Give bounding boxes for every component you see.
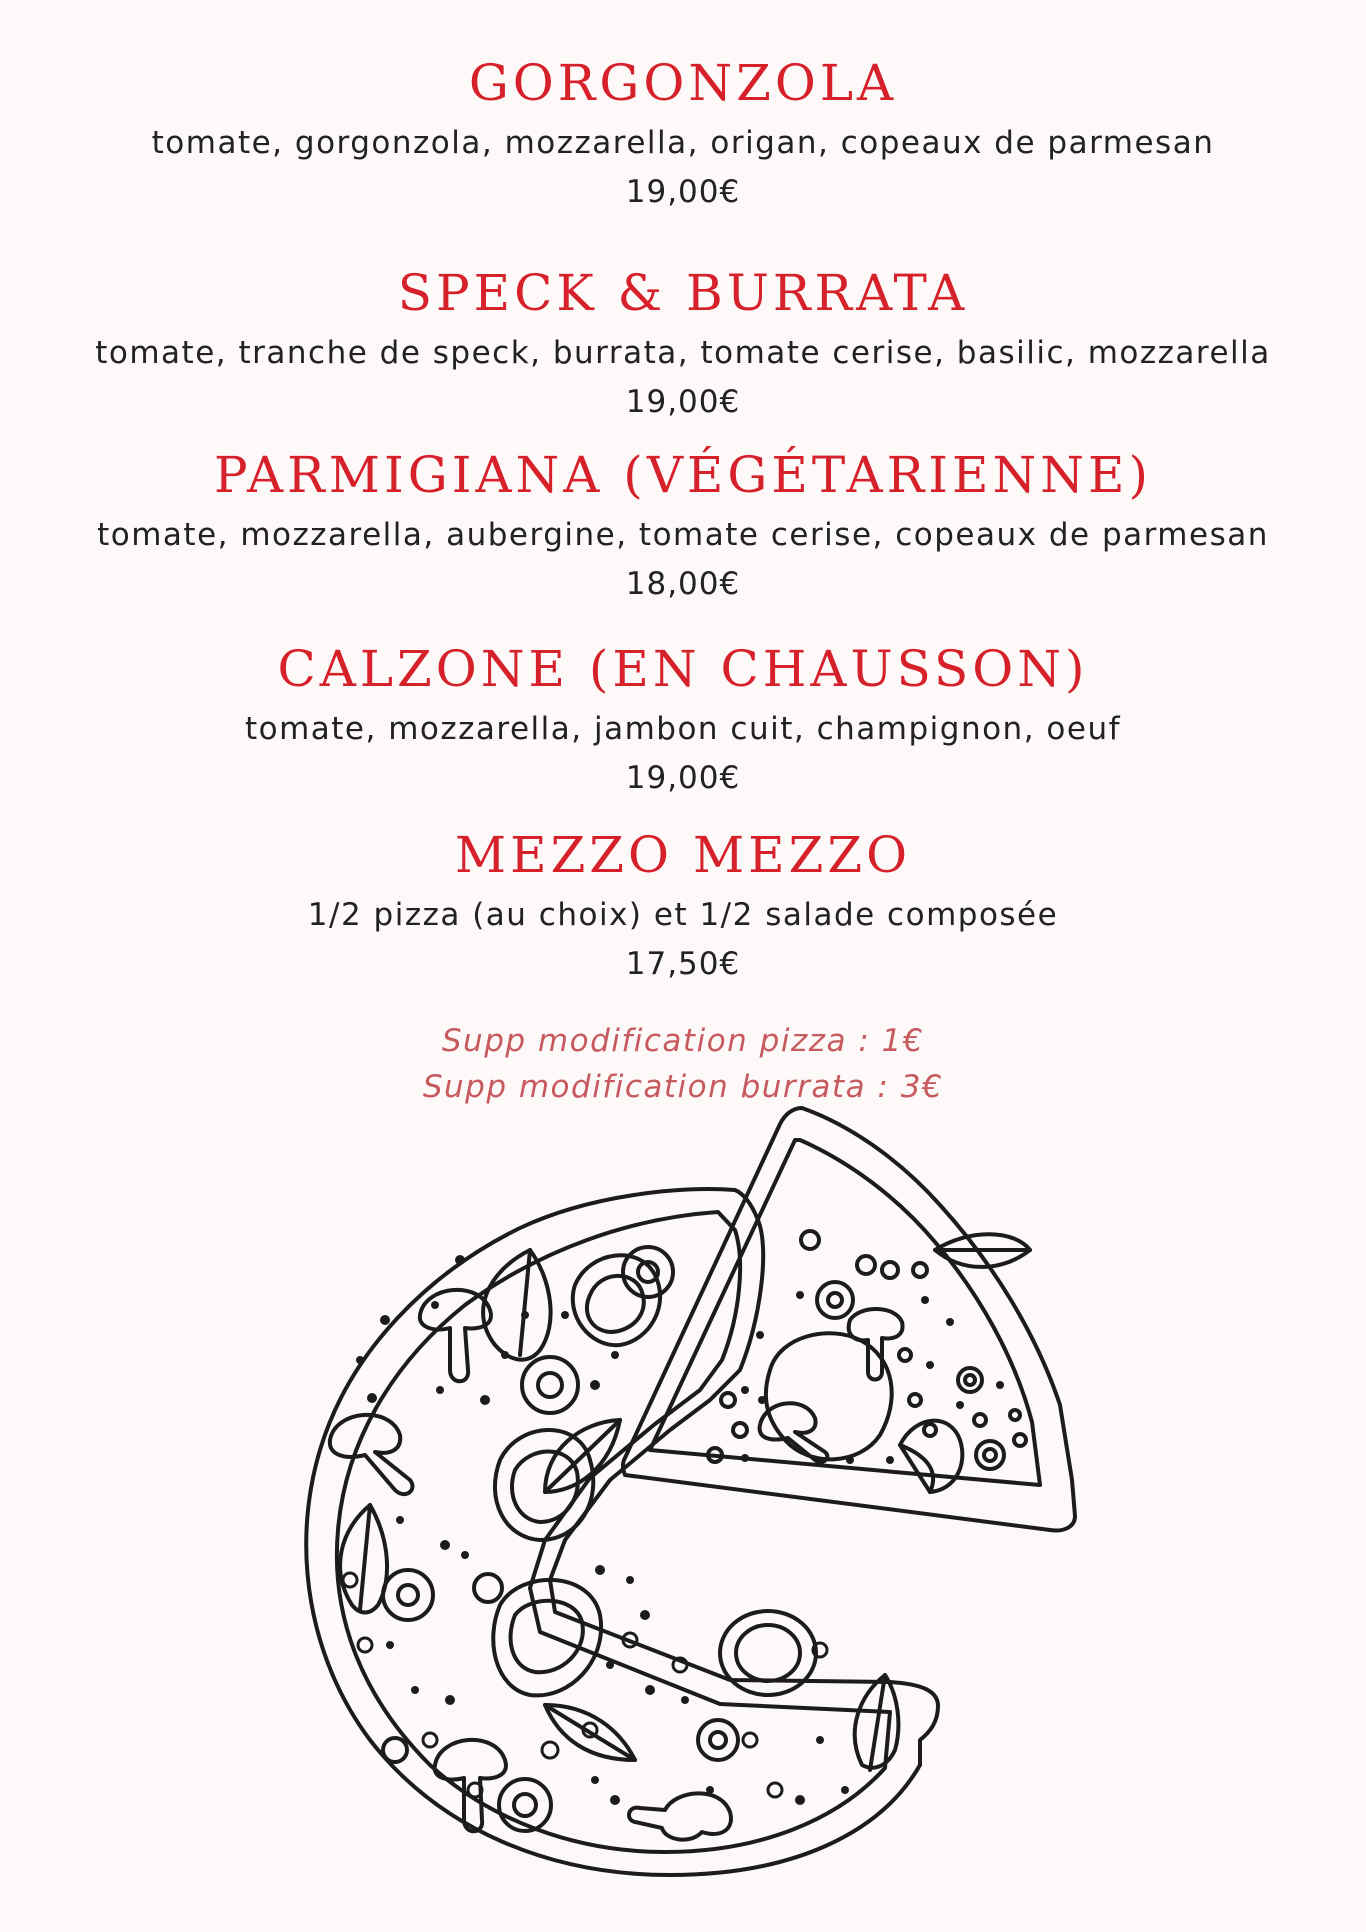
slice-toppings [708,1231,1030,1492]
menu-item-price: 19,00€ [625,384,741,420]
menu-item-price: 18,00€ [625,566,741,602]
menu-item-title: SPECK & BURRATA [397,264,969,322]
menu-item-mezzo-mezzo [0,826,1366,982]
menu-item-description: 1/2 pizza (au choix) et 1/2 salade composée [307,897,1059,933]
menu-item-description: tomate, tranche de speck, burrata, tomate cerise, basilic, mozzarella [95,335,1271,371]
menu-item-title: PARMIGIANA (VÉGÉTARIENNE) [214,446,1152,504]
pizza-illustration-icon [290,1100,1150,1900]
menu-item-gorgonzola [0,54,1366,210]
supplement-note-pizza: Supp modification pizza : 1€ [441,1023,925,1059]
pizza-crust-inner [337,1212,890,1852]
menu-item-description: tomate, mozzarella, jambon cuit, champignon, oeuf [244,711,1122,747]
tomato-toppings [493,1255,816,1695]
supplement-notes [0,1018,1366,1110]
menu-item-parmigiana [0,446,1366,602]
basil-leaf-toppings [340,1250,898,1770]
supplement-note-burrata: Supp modification burrata : 3€ [422,1069,944,1105]
menu-item-price: 17,50€ [625,946,741,982]
menu-item-speck-burrata [0,264,1366,420]
menu-item-title: MEZZO MEZZO [454,826,912,884]
menu-item-description: tomate, mozzarella, aubergine, tomate cerise, copeaux de parmesan [97,517,1269,553]
menu-item-title: CALZONE (EN CHAUSSON) [277,640,1089,698]
menu-item-price: 19,00€ [625,174,741,210]
small-ring-toppings [343,1573,827,1797]
menu-item-description: tomate, gorgonzola, mozzarella, origan, copeaux de parmesan [151,125,1215,161]
mushroom-toppings [330,1290,731,1840]
menu-item-title: GORGONZOLA [468,54,898,112]
pizza-crust-outline [306,1189,938,1875]
menu-item-calzone [0,640,1366,796]
menu-item-price: 19,00€ [625,760,741,796]
